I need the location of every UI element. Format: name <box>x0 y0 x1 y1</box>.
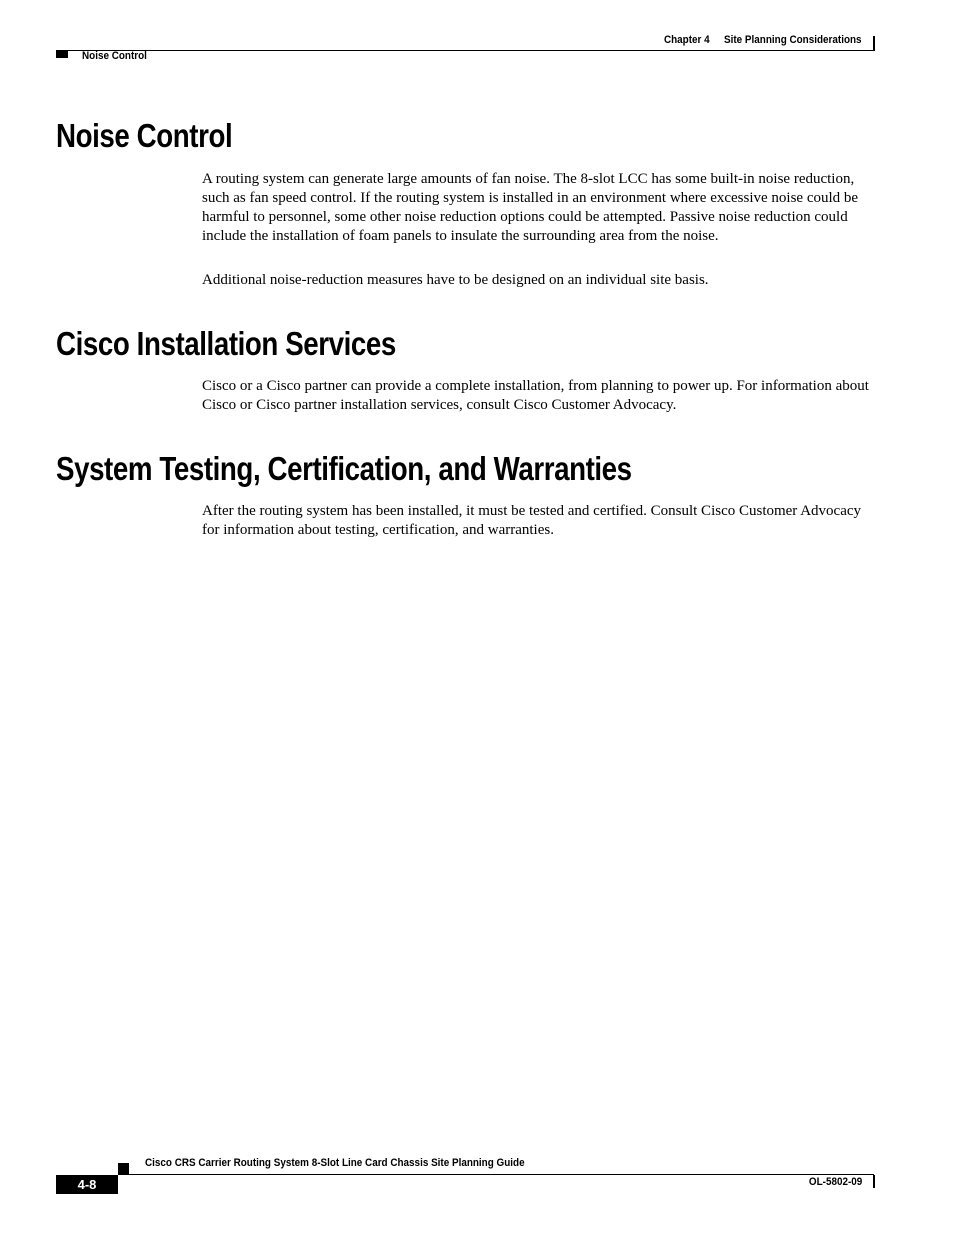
heading-noise-control: Noise Control <box>56 117 233 154</box>
footer-rule <box>118 1174 874 1175</box>
paragraph-noise-control-2: Additional noise-reduction measures have to be designed on an individual site basis. <box>202 272 709 288</box>
paragraph-system-testing: After the routing system has been installed, it must be tested and certified. Consult Cisco Customer Advocacy for information about testing, certification, and warranties. <box>202 503 862 538</box>
header-chapter <box>664 34 862 46</box>
header-chapter-label: Chapter 4 <box>664 34 711 46</box>
header-section-label: Noise Control <box>82 50 147 62</box>
heading-system-testing: System Testing, Certification, and Warranties <box>56 450 632 487</box>
paragraph-noise-control-1: A routing system can generate large amounts of fan noise. The 8-slot LCC has some built-in noise reduction, such as fan speed control. If the routing system is installed in an environment where excessive noise could be harmful to personnel, some other noise reduction options could be attempted. Passive noise reduction could include the installation of foam panels to insulate the surrounding area from the noise. <box>202 171 859 244</box>
heading-cisco-installation-services: Cisco Installation Services <box>56 325 396 362</box>
footer-guide-title: Cisco CRS Carrier Routing System 8-Slot Line Card Chassis Site Planning Guide <box>145 1157 525 1169</box>
header-chapter-title: Site Planning Considerations <box>724 34 862 46</box>
footer-tick-mark <box>873 1175 875 1188</box>
paragraph-cisco-installation-services: Cisco or a Cisco partner can provide a complete installation, from planning to power up. For information about Cisco or Cisco partner installation services, consult Cisco Customer Advocacy. <box>202 378 869 413</box>
header-square-marker <box>56 50 68 58</box>
header-rule <box>56 50 874 51</box>
footer-doc-number: OL-5802-09 <box>808 1176 862 1188</box>
footer-page-number: 4-8 <box>56 1175 118 1194</box>
header-tick-mark <box>873 36 875 51</box>
